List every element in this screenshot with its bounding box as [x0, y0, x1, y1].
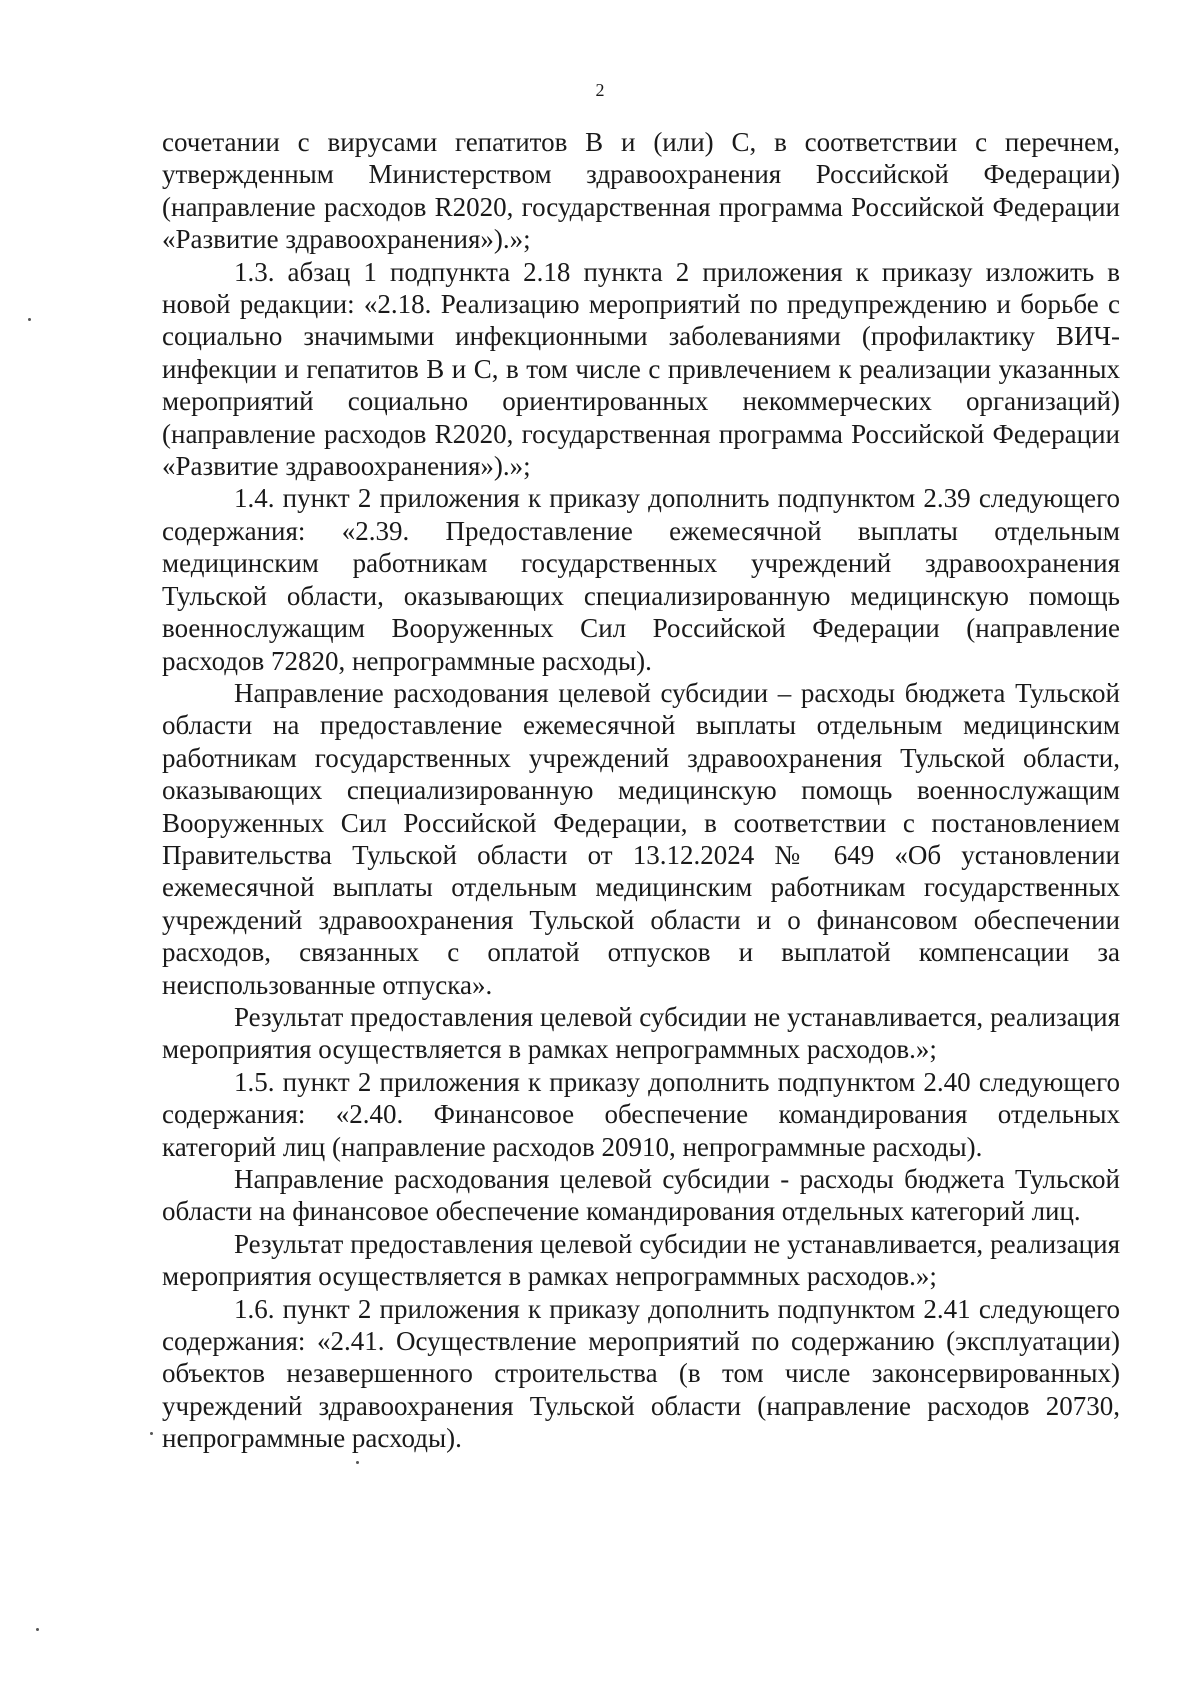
page-number: 2 — [595, 80, 605, 100]
scan-speck — [28, 318, 31, 321]
paragraph-item-1-3: 1.3. абзац 1 подпункта 2.18 пункта 2 приложения к приказу изложить в новой редакции: «2.18. Реализацию мероприятий по предупреждению и борьбе с социально значимыми инфекционными заболеваниями (профилактику ВИЧ-инфекции и гепатитов В и С, в том числе с привлечением к реализации указанных мероприятий социально ориентированных некоммерческих организаций) (направление расходов R2020, государственная программа Российской Федерации «Развитие здравоохранения»).»; — [162, 256, 1120, 482]
paragraph-direction-2-40: Направление расходования целевой субсидии - расходы бюджета Тульской области на финансовое обеспечение командирования отдельных категорий лиц. — [162, 1164, 1120, 1227]
paragraph-item-1-5: 1.5. пункт 2 приложения к приказу дополнить подпунктом 2.40 следующего содержания: «2.40. Финансовое обеспечение командирования отдельных категорий лиц (направление расходов 20910, непрограммные расходы). — [162, 1066, 1120, 1162]
paragraph-result-2-39: Результат предоставления целевой субсидии не устанавливается, реализация мероприятия осуществляется в рамках непрограммных расходов.»; — [162, 1001, 1120, 1065]
paragraph-result-2-40: Результат предоставления целевой субсидии не устанавливается, реализация мероприятия осуществляется в рамках непрограммных расходов.»; — [162, 1228, 1120, 1292]
paragraph-continuation: сочетании с вирусами гепатитов В и (или) С, в соответствии с перечнем, утвержденным Министерством здравоохранения Российской Федерации) (направление расходов R2020, государственная программа Российской Федерации «Развитие здравоохранения»).»; — [162, 127, 1120, 255]
paragraph-direction-2-39: Направление расходования целевой субсидии – расходы бюджета Тульской области на предоставление ежемесячной выплаты отдельным медицинским работникам государственных учреждений здравоохранения Тульской области, оказывающих специализированную медицинскую помощь военнослужащим Вооруженных Сил Российской Федерации, в соответствии с постановлением Правительства Тульской области от 13.12.2024 № 649 «Об установлении ежемесячной выплаты отдельным медицинским работникам государственных учреждений здравоохранения Тульской области и о финансовом обеспечении расходов, связанных с оплатой отпусков и выплатой компенсации за неиспользованные отпуска». — [162, 677, 1120, 1000]
scan-speck — [150, 1432, 153, 1435]
paragraph-item-1-6: 1.6. пункт 2 приложения к приказу дополнить подпунктом 2.41 следующего содержания: «2.41. Осуществление мероприятий по содержанию (эксплуатации) объектов незавершенного строительства (в том числе законсервированных) учреждений здравоохранения Тульской области (направление расходов 20730, непрограммные расходы). — [162, 1293, 1120, 1454]
scan-speck — [356, 1461, 359, 1464]
paragraph-item-1-4: 1.4. пункт 2 приложения к приказу дополнить подпунктом 2.39 следующего содержания: «2.39. Предоставление ежемесячной выплаты отдельным медицинским работникам государственных учреждений здравоохранения Тульской области, оказывающих специализированную медицинскую помощь военнослужащим Вооруженных Сил Российской Федерации (направление расходов 72820, непрограммные расходы). — [162, 483, 1120, 676]
scan-speck — [36, 1628, 39, 1631]
document-body — [162, 126, 1120, 1455]
